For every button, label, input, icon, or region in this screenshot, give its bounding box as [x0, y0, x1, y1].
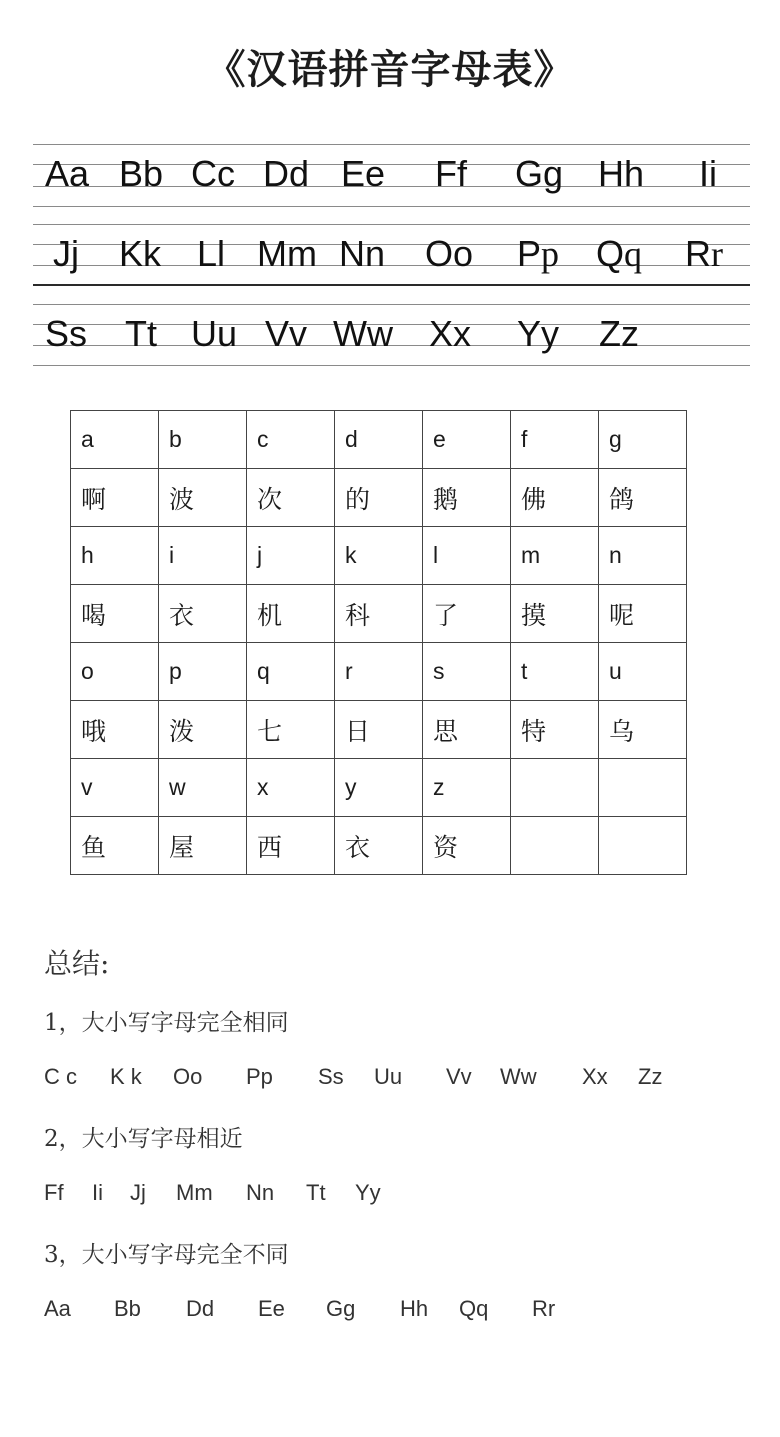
summary-item: Uu	[374, 1064, 403, 1089]
table-cell: l	[423, 527, 511, 585]
table-cell: 鸽	[599, 469, 687, 527]
letter-pair: Uu	[191, 313, 238, 354]
table-cell: 特	[511, 701, 599, 759]
letter-pair: Pp	[517, 233, 560, 274]
table-row	[71, 585, 687, 643]
summary-item: Oo	[173, 1064, 203, 1089]
alphabet-writing-lines	[33, 144, 750, 366]
table-cell: 科	[335, 585, 423, 643]
table-cell: x	[247, 759, 335, 817]
guide-line	[33, 144, 750, 145]
summary-group-label: 3，大小写字母完全不同	[44, 1242, 289, 1268]
letter-pair: Mm	[257, 233, 317, 274]
letter-pair: Zz	[599, 313, 639, 354]
summary-heading: 总结:	[44, 947, 110, 980]
pinyin-table	[70, 410, 687, 875]
table-cell: 资	[423, 817, 511, 875]
letter-pair: Ff	[435, 153, 468, 194]
guide-line	[33, 304, 750, 305]
summary-item: Nn	[246, 1180, 275, 1205]
summary-item: Ss	[318, 1064, 344, 1089]
summary-item: Zz	[638, 1064, 663, 1089]
table-cell: 衣	[335, 817, 423, 875]
table-row	[71, 701, 687, 759]
table-cell: b	[159, 411, 247, 469]
summary-item: Xx	[582, 1064, 608, 1089]
table-row	[71, 527, 687, 585]
table-cell: 摸	[511, 585, 599, 643]
table-cell: 呢	[599, 585, 687, 643]
table-cell: 思	[423, 701, 511, 759]
summary-group-label: 1，大小写字母完全相同	[44, 1010, 289, 1036]
table-cell: a	[71, 411, 159, 469]
table-cell: 波	[159, 469, 247, 527]
table-cell: g	[599, 411, 687, 469]
page-title: 《汉语拼音字母表》	[205, 47, 575, 93]
summary-item: Ww	[500, 1064, 537, 1089]
table-cell: q	[247, 643, 335, 701]
table-cell	[599, 817, 687, 875]
table-cell: u	[599, 643, 687, 701]
summary-item: Ff	[44, 1180, 64, 1205]
letter-pair: Nn	[339, 233, 386, 274]
table-cell	[511, 817, 599, 875]
summary-item: C c	[44, 1064, 77, 1089]
letter-pair: Oo	[425, 233, 474, 274]
letter-pair: Dd	[263, 153, 310, 194]
guide-line	[33, 365, 750, 366]
table-cell	[511, 759, 599, 817]
table-row	[71, 643, 687, 701]
table-cell: s	[423, 643, 511, 701]
table-cell: d	[335, 411, 423, 469]
table-cell: 喝	[71, 585, 159, 643]
table-cell: 了	[423, 585, 511, 643]
table-cell: w	[159, 759, 247, 817]
summary-item: Dd	[186, 1296, 215, 1321]
table-cell: 哦	[71, 701, 159, 759]
summary-item: Ii	[92, 1180, 103, 1205]
letter-pair: Qq	[596, 233, 643, 274]
table-cell: i	[159, 527, 247, 585]
summary-item: Bb	[114, 1296, 141, 1321]
letter-pair: Xx	[429, 313, 472, 354]
table-cell: 西	[247, 817, 335, 875]
table-cell: o	[71, 643, 159, 701]
guide-line	[33, 224, 750, 225]
table-cell: 鹅	[423, 469, 511, 527]
summary-item: Tt	[306, 1180, 326, 1205]
table-cell: 次	[247, 469, 335, 527]
letter-pair: Bb	[119, 153, 164, 194]
table-cell: f	[511, 411, 599, 469]
summary-item: Gg	[326, 1296, 356, 1321]
table-cell	[599, 759, 687, 817]
table-row	[71, 411, 687, 469]
table-cell: 机	[247, 585, 335, 643]
guide-line	[33, 284, 750, 286]
letter-pair: Gg	[515, 153, 564, 194]
letter-pair: Ww	[333, 313, 393, 354]
letter-pair: Cc	[191, 153, 235, 194]
letter-pair: Kk	[119, 233, 162, 274]
table-cell: e	[423, 411, 511, 469]
table-cell: 屋	[159, 817, 247, 875]
summary-item: Yy	[355, 1180, 381, 1205]
guide-line	[33, 206, 750, 207]
letter-pair: Ss	[45, 313, 88, 354]
letter-pair: Ll	[197, 233, 226, 274]
table-cell: z	[423, 759, 511, 817]
letter-pair: Aa	[45, 153, 90, 194]
table-cell: 的	[335, 469, 423, 527]
table-cell: m	[511, 527, 599, 585]
letter-pair: Jj	[53, 233, 79, 274]
table-cell: p	[159, 643, 247, 701]
summary-item: Qq	[459, 1296, 489, 1321]
table-cell: 佛	[511, 469, 599, 527]
table-cell: 鱼	[71, 817, 159, 875]
summary-item: Aa	[44, 1296, 71, 1321]
table-cell: v	[71, 759, 159, 817]
table-cell: 七	[247, 701, 335, 759]
summary-item: Pp	[246, 1064, 273, 1089]
table-row	[71, 817, 687, 875]
letter-pair: Ee	[341, 153, 386, 194]
summary-item: K k	[110, 1064, 142, 1089]
table-cell: r	[335, 643, 423, 701]
summary-item: Mm	[176, 1180, 213, 1205]
table-cell: 衣	[159, 585, 247, 643]
table-cell: 乌	[599, 701, 687, 759]
summary-item: Hh	[400, 1296, 429, 1321]
table-cell: h	[71, 527, 159, 585]
table-cell: k	[335, 527, 423, 585]
table-cell: 啊	[71, 469, 159, 527]
table-cell: t	[511, 643, 599, 701]
table-cell: j	[247, 527, 335, 585]
table-cell: c	[247, 411, 335, 469]
letter-pair: Rr	[685, 233, 723, 274]
summary-item: Rr	[532, 1296, 556, 1321]
letter-pair: Hh	[598, 153, 645, 194]
letter-pair: Vv	[265, 313, 308, 354]
table-cell: 日	[335, 701, 423, 759]
table-cell: 泼	[159, 701, 247, 759]
letter-pair: Ii	[699, 153, 718, 194]
letter-pair: Yy	[517, 313, 560, 354]
table-row	[71, 469, 687, 527]
letter-pair: Tt	[125, 313, 158, 354]
summary-group-label: 2，大小写字母相近	[44, 1126, 243, 1152]
table-cell: n	[599, 527, 687, 585]
table-row	[71, 759, 687, 817]
summary-item: Vv	[446, 1064, 472, 1089]
table-cell: y	[335, 759, 423, 817]
summary-item: Ee	[258, 1296, 285, 1321]
summary-item: Jj	[130, 1180, 146, 1205]
